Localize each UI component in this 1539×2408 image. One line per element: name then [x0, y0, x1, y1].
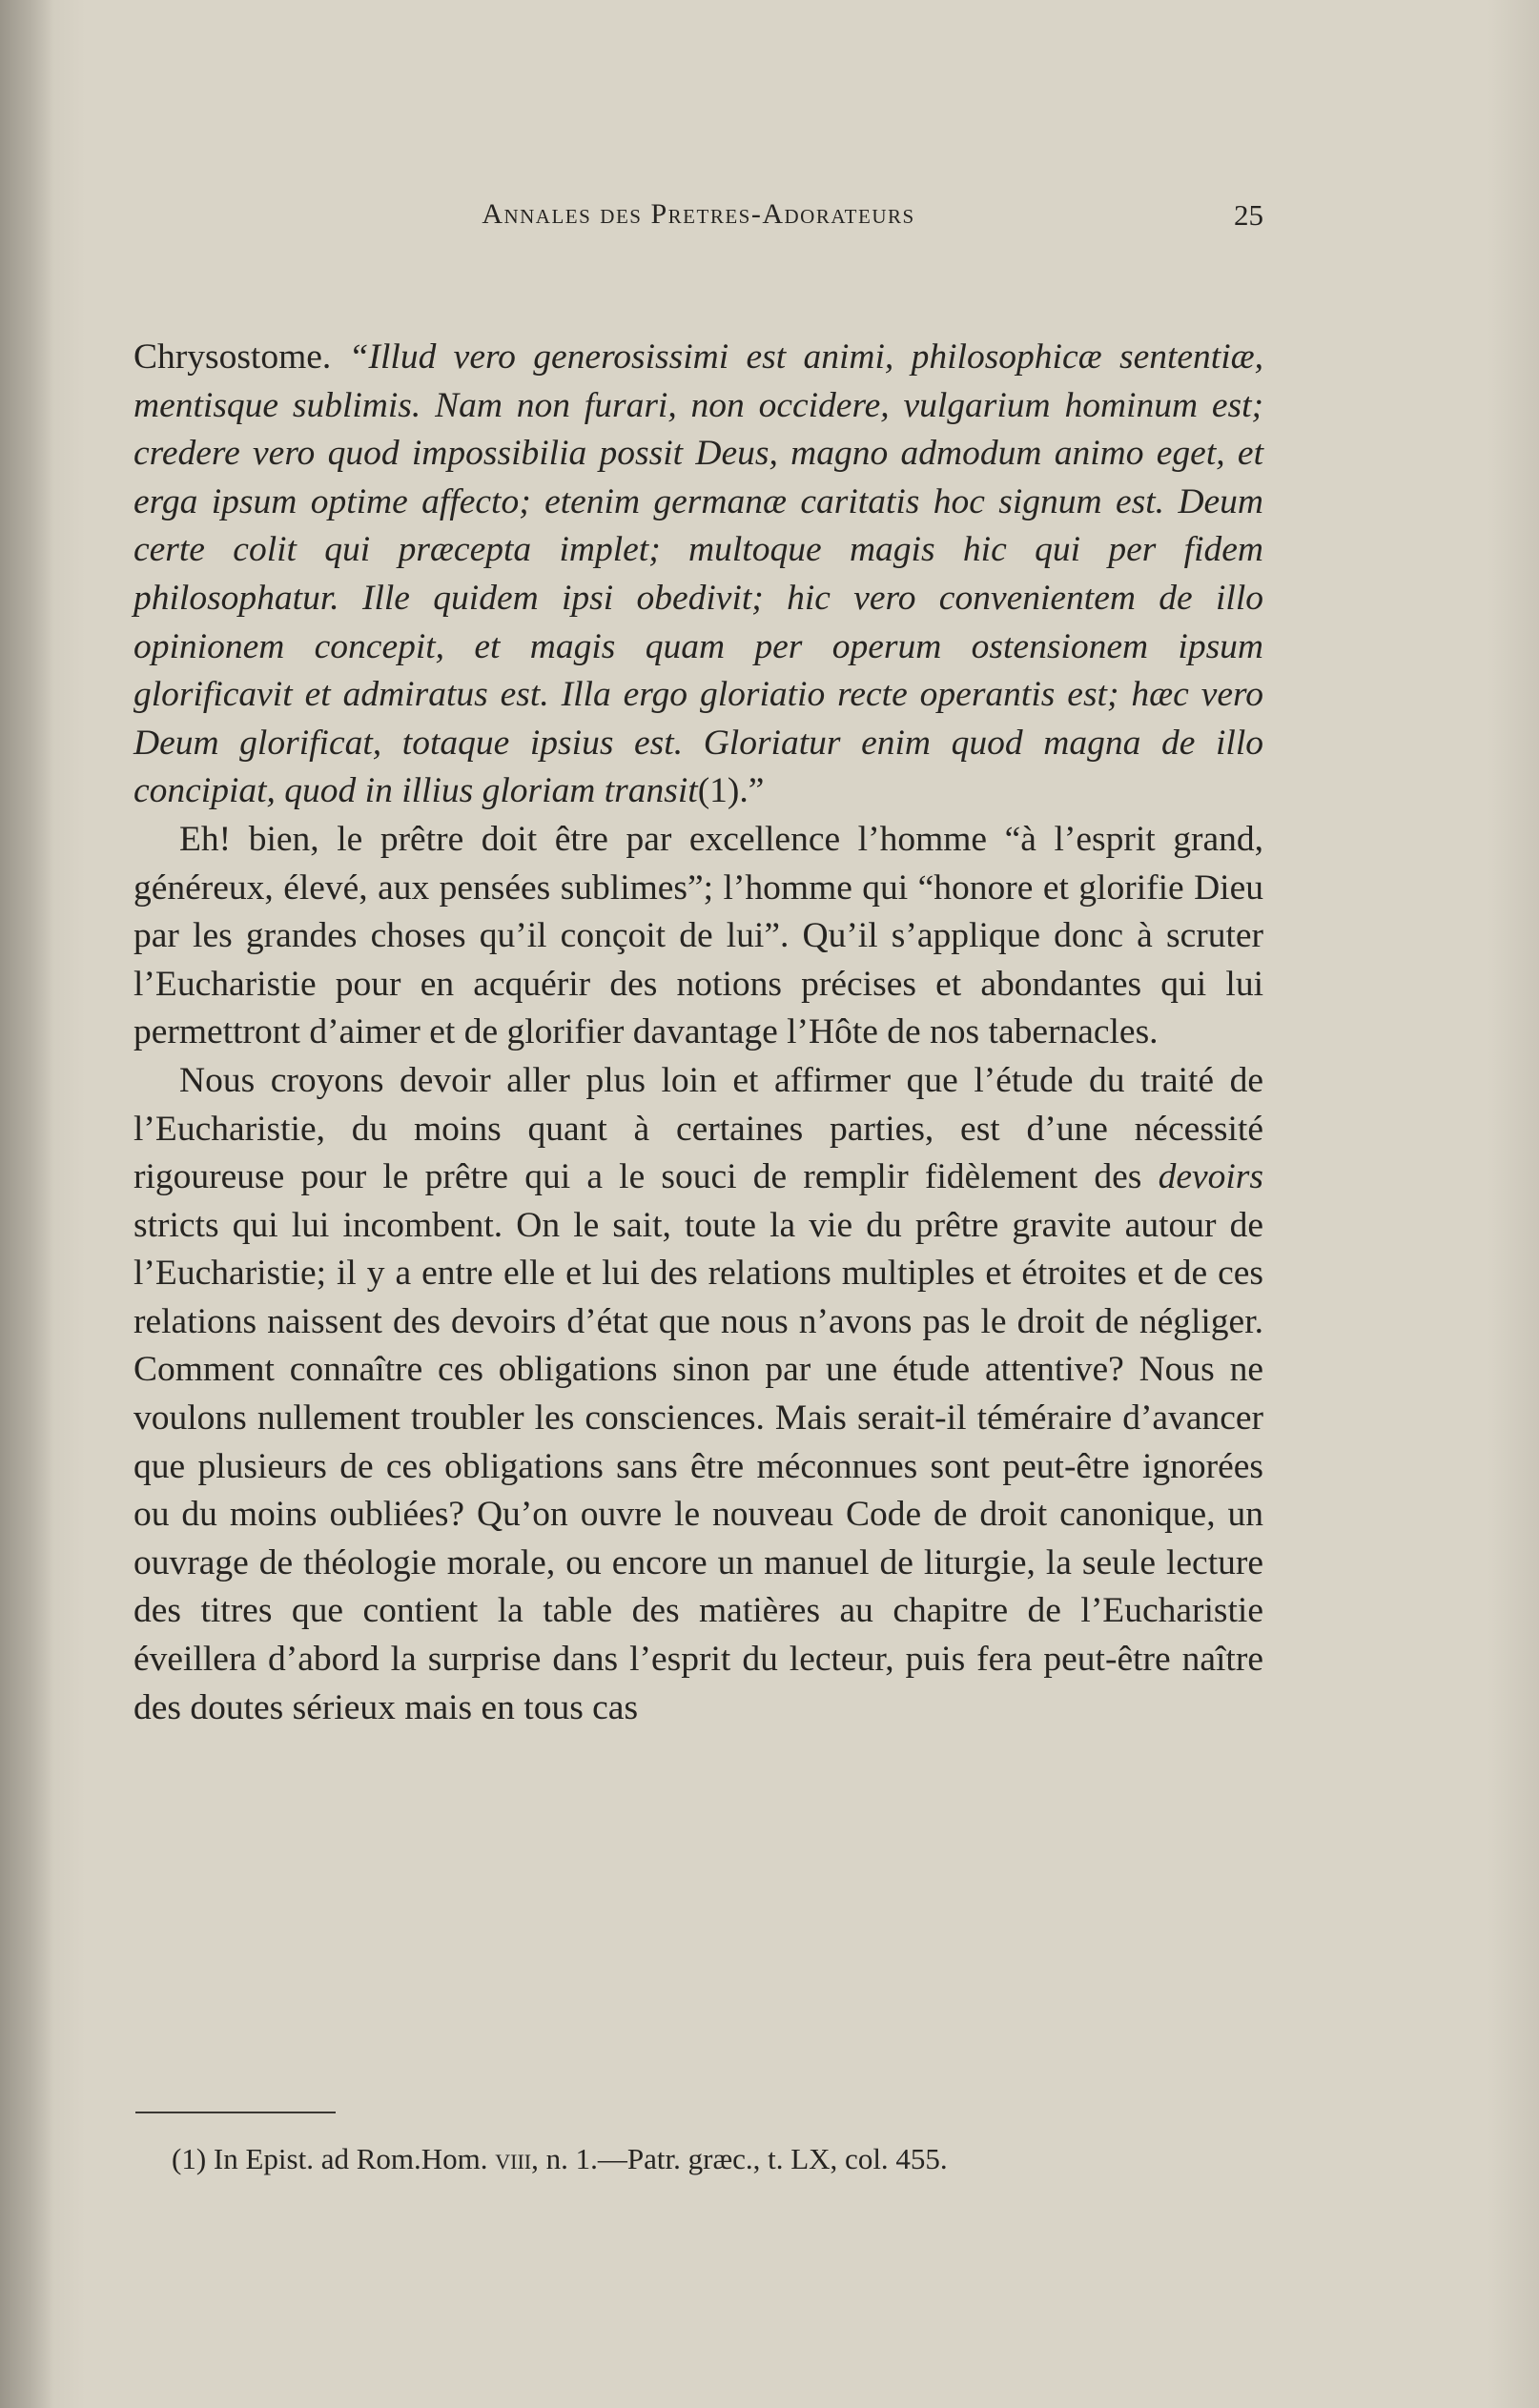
paragraph-1 — [133, 334, 1263, 816]
paragraph-3-emphasis: devoirs — [1158, 1157, 1263, 1197]
footnote-marker: (1) — [172, 2142, 207, 2175]
paragraph-2: Eh! bien, le prêtre doit être par excellence l’homme “à l’esprit grand, généreux, élevé, aux pensées sublimes”; l’homme qui “honore et glorifie Dieu par les grandes choses qu’il conçoit de lui”. Qu’il s’applique donc à scruter l’Eucharistie pour en acquérir des notions précises et abondantes qui lui permettront d’aimer et de glorifier davantage l’Hôte de nos tabernacles. — [133, 819, 1263, 1052]
footnote-divider — [135, 2112, 336, 2113]
footnote-reference: (1).” — [697, 771, 765, 811]
footnote-text-after: , n. 1.—Patr. græc., t. LX, col. 455. — [531, 2142, 948, 2175]
footnote-roman-numeral: viii — [495, 2142, 532, 2175]
paragraph-1-lead: Chrysostome. — [133, 337, 349, 377]
running-head-title: Annales des Pretres-Adorateurs — [482, 198, 915, 230]
page-gutter-shadow — [0, 0, 53, 2408]
running-head — [133, 198, 1263, 236]
footnote-text-before: In Epist. ad Rom.Hom. — [206, 2142, 496, 2175]
latin-quotation: “Illud vero generosissimi est animi, philosophicæ sententiæ, mentisque sublimis. Nam non furari, non occidere, vulgarium hominum est; credere vero quod impossibilia possit Deus, magno admodum animo eget, et erga ipsum optime affecto; etenim germanæ caritatis hoc signum est. Deum certe colit qui præcepta implet; multoque magis hic qui per fidem philosophatur. Ille quidem ipsi obedivit; hic vero convenientem de illo opinionem concepit, et magis quam per operum ostensionem ipsum glorificavit et admiratus est. Illa ergo gloriatio recte operantis est; hæc vero Deum glorificat, totaque ipsius est. Gloriatur enim quod magna de illo concipiat, quod in illius gloriam transit — [133, 337, 1264, 811]
paragraph-3-before: Nous croyons devoir aller plus loin et affirmer que l’étude du traité de l’Eucharistie, du moins quant à certaines parties, est d’une nécessité rigoureuse pour le prêtre qui a le souci de remplir fidèlement des — [133, 1060, 1263, 1197]
paragraph-3 — [133, 1057, 1263, 1732]
paragraph-3-after: stricts qui lui incombent. On le sait, toute la vie du prêtre gravite autour de l’Eucharistie; il y a entre elle et lui des relations multiples et étroites et de ces relations naissent des devoirs d’état que nous n’avons pas le droit de négliger. Comment connaître ces obligations sinon par une étude attentive? Nous ne voulons nullement troubler les consciences. Mais serait-il téméraire d’avancer que plusieurs de ces obligations sans être méconnues sont peut-être ignorées ou du moins oubliées? Qu’on ouvre le nouveau Code de droit canonique, un ouvrage de théologie morale, ou encore un manuel de liturgie, la seule lecture des titres que contient la table des matières au chapitre de l’Eucharistie éveillera d’abord la surprise dans l’esprit du lecteur, puis fera peut-être naître des doutes sérieux mais en tous cas — [133, 1205, 1263, 1727]
body-text — [133, 334, 1263, 1732]
page-number: 25 — [1234, 198, 1263, 232]
footnote — [172, 2140, 1268, 2178]
